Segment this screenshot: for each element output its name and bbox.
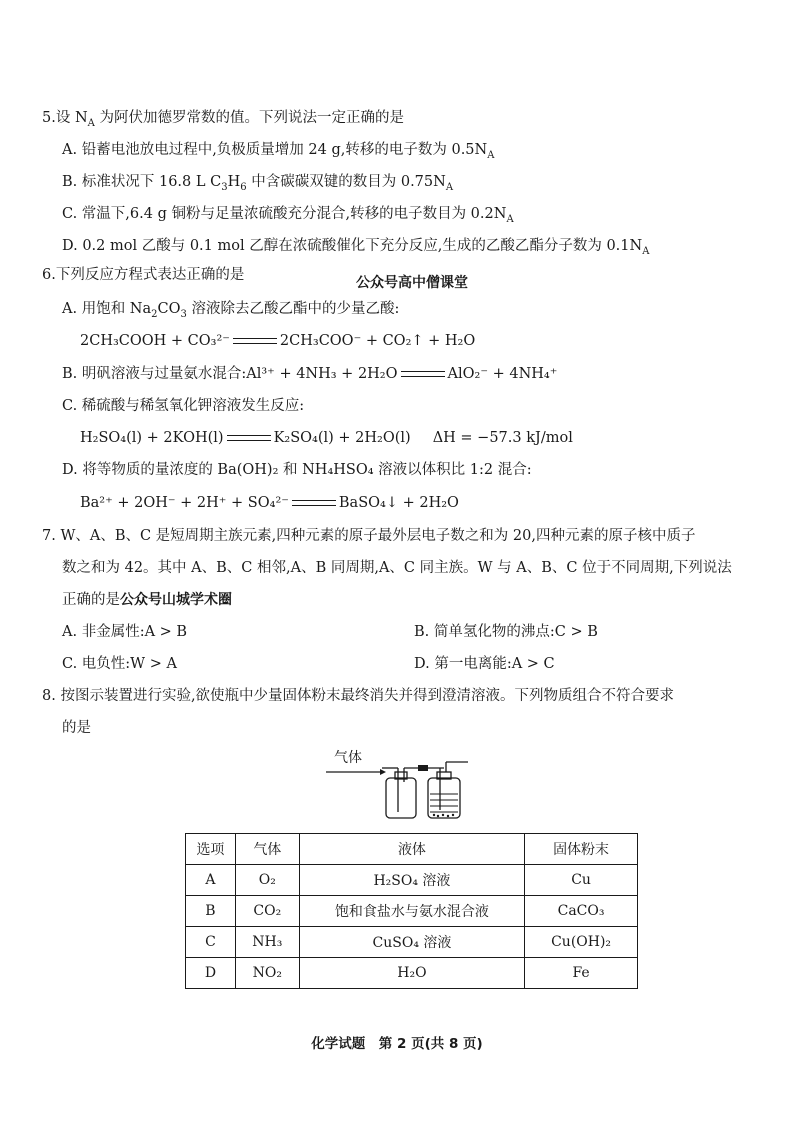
q6-option-b: B. 明矾溶液与过量氨水混合:Al³⁺ + 4NH₃ + 2H₂O AlO₂⁻ + 4NH₄⁺ [62,366,558,382]
table-cell: 饱和食盐水与氨水混合液 [299,896,524,927]
q5-stem: 5.设 $N_A$ 为阿伏加德罗常数的值。下列说法一定正确的是 [42,110,404,129]
q5-option-c: C. 常温下,6.4 g 铜粉与足量浓硫酸充分混合,转移的电子数目为 $0.2N_A$ [62,206,514,225]
equals-sign [292,500,336,506]
q5-option-d: D. 0.2 mol 乙酸与 0.1 mol 乙醇在浓硫酸催化下充分反应,生成的乙酸乙酯分子数为 $0.1N_A$ [62,238,650,257]
equals-sign [233,338,277,344]
q7-stem-line-1: 7. W、A、B、C 是短周期主族元素,四种元素的原子最外层电子数之和为 20,四种元素的原子核中质子 [42,528,696,544]
table-cell: CO₂ [235,896,299,927]
table-row [186,958,638,989]
q5-option-b: B. 标准状况下 16.8 L $C_3H_6$ 中含碳碳双键的数目为 $0.75N_A$ [62,174,454,193]
table-row [186,865,638,896]
watermark-1: 公众号高中僧课堂 [356,275,468,291]
q6-option-c-equation: H₂SO₄(l) + 2KOH(l) K₂SO₄(l) + 2H₂O(l) ΔH = −57.3 kJ/mol [80,430,573,446]
table-cell: C [186,927,236,958]
table-cell: NH₃ [235,927,299,958]
table-header-cell: 固体粉末 [525,834,638,865]
equals-sign [227,435,271,441]
table-row [186,896,638,927]
table-cell: H₂O [299,958,524,989]
table-cell: CaCO₃ [525,896,638,927]
table-row [186,927,638,958]
table-cell: Cu(OH)₂ [525,927,638,958]
gas-label: 气体 [334,750,362,766]
q7-stem-line-3: 正确的是公众号山城学术圈 [62,592,232,608]
q7-option-a: A. 非金属性:A > B [62,624,188,640]
q8-stem-line-2: 的是 [62,720,91,736]
q7-option-c: C. 电负性:W > A [62,656,177,672]
precipitate-down-arrow-icon [386,495,398,511]
table-cell: H₂SO₄ 溶液 [299,865,524,896]
gas-bottle-apparatus [322,748,472,828]
q7-option-b: B. 简单氢化物的沸点:C > B [414,624,598,640]
watermark-2: 公众号山城学术圈 [120,592,232,608]
q7-stem-line-2: 数之和为 42。其中 A、B、C 相邻,A、B 同周期,A、C 同主族。W 与 A、B、C 位于不同周期,下列说法 [62,560,732,576]
q8-stem-line-1: 8. 按图示装置进行实验,欲使瓶中少量固体粉末最终消失并得到澄清溶液。下列物质组合不符合要求 [42,688,675,704]
q5-option-a: A. 铅蓄电池放电过程中,负极质量增加 24 g,转移的电子数为 $0.5N_A$ [62,142,495,161]
q6-option-a-equation: 2CH₃COOH + CO₃²⁻ 2CH₃COO⁻ + CO₂ ↑ + H₂O [80,331,475,351]
q6-option-a: A. 用饱和 $Na_2CO_3$ 溶液除去乙酸乙酯中的少量乙酸: [62,301,400,320]
table-cell: Cu [525,865,638,896]
q6-stem: 6.下列反应方程式表达正确的是 [42,267,245,283]
table-cell: B [186,896,236,927]
table-header-row [186,834,638,865]
page-footer: 化学试题 第 2 页(共 8 页) [311,1036,483,1052]
q6-option-c: C. 稀硫酸与稀氢氧化钾溶液发生反应: [62,398,305,414]
table-cell: O₂ [235,865,299,896]
table-header-cell: 液体 [299,834,524,865]
q8-options-table [185,833,638,989]
gas-up-arrow-icon [411,333,423,349]
table-header-cell: 气体 [235,834,299,865]
q6-option-d: D. 将等物质的量浓度的 Ba(OH)₂ 和 NH₄HSO₄ 溶液以体积比 1:2 混合: [62,462,532,478]
table-cell: A [186,865,236,896]
table-cell: D [186,958,236,989]
table-header-cell: 选项 [186,834,236,865]
table-cell: CuSO₄ 溶液 [299,927,524,958]
q6-option-d-equation: Ba²⁺ + 2OH⁻ + 2H⁺ + SO₄²⁻ BaSO₄ ↓ + 2H₂O [80,493,459,513]
table-cell: NO₂ [235,958,299,989]
table-cell: Fe [525,958,638,989]
q7-option-d: D. 第一电离能:A > C [414,656,555,672]
equals-sign [401,371,445,377]
